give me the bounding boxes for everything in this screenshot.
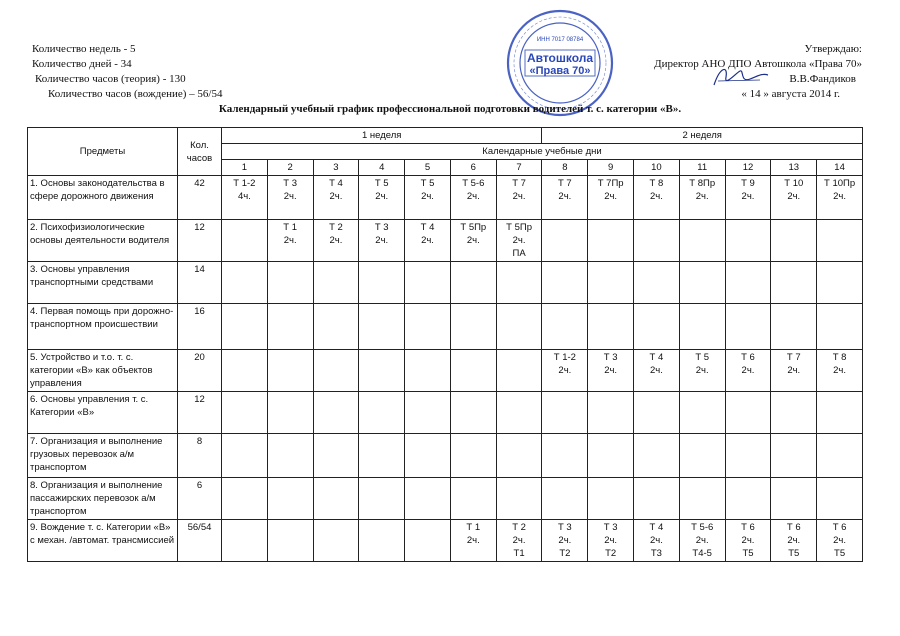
cell-line: Т 4 (420, 222, 435, 233)
schedule-cell (588, 176, 634, 220)
cell-line: 2ч. (741, 191, 755, 202)
director-name: В.В.Фандиков (789, 73, 856, 85)
schedule-cell (359, 478, 405, 520)
hours-cell: 20 (178, 350, 222, 392)
cell-line: Т5 (834, 548, 846, 559)
schedule-cell (222, 220, 268, 262)
schedule-cell (267, 392, 313, 434)
schedule-cell (405, 304, 451, 350)
cell-line: Т 1 (466, 522, 481, 533)
cell-line: Т 2 (512, 522, 526, 533)
cell-line: Т 1 (283, 222, 298, 233)
schedule-cell (267, 262, 313, 304)
schedule-cell (542, 520, 588, 562)
days-header: Календарные учебные дни (222, 144, 863, 160)
table-row (28, 176, 863, 220)
schedule-cell (222, 176, 268, 220)
cell-line: Т1 (513, 548, 525, 559)
cell-line: Т 9 (741, 178, 755, 189)
cell-line: Т 1-2 (233, 178, 256, 189)
schedule-cell (542, 262, 588, 304)
cell-line: Т2 (559, 548, 571, 559)
schedule-cell (450, 220, 496, 262)
cell-line: 2ч. (649, 191, 663, 202)
schedule-cell (496, 262, 542, 304)
schedule-cell (222, 304, 268, 350)
schedule-cell (405, 392, 451, 434)
schedule-cell (725, 262, 771, 304)
cell-line: Т5 (788, 548, 800, 559)
cell-line: Т 5 (374, 178, 389, 189)
cell-line: Т 5 (420, 178, 435, 189)
svg-text:«Права 70»: «Права 70» (529, 65, 591, 77)
cell-line: Т 3 (603, 522, 618, 533)
schedule-cell (542, 304, 588, 350)
schedule-cell (725, 350, 771, 392)
schedule-cell (634, 434, 680, 478)
cell-line: 2ч. (787, 365, 801, 376)
approval-date: « 14 » августа 2014 г. (741, 88, 840, 100)
schedule-cell (634, 520, 680, 562)
cell-line: 2ч. (421, 191, 434, 202)
schedule-cell (222, 478, 268, 520)
subject-cell: 6. Основы управления т. с. Категории «В» (28, 392, 178, 434)
cell-line: Т 1-2 (553, 352, 576, 363)
cell-line: 2ч. (512, 535, 526, 546)
schedule-cell (817, 392, 863, 434)
cell-line: 2ч. (833, 365, 847, 376)
schedule-cell (542, 176, 588, 220)
cell-line: Т 5 (695, 352, 710, 363)
schedule-cell (542, 478, 588, 520)
svg-text:Автошкола: Автошкола (526, 51, 594, 65)
cell-line: Т 7Пр (597, 178, 624, 189)
schedule-cell (313, 304, 359, 350)
schedule-cell (496, 434, 542, 478)
hours-cell: 12 (178, 392, 222, 434)
schedule-cell (817, 304, 863, 350)
table-row (28, 392, 863, 434)
day-number: 9 (588, 160, 634, 176)
schedule-cell (542, 392, 588, 434)
cell-line: 2ч. (512, 235, 526, 246)
signature (710, 63, 770, 91)
schedule-cell (634, 392, 680, 434)
schedule-cell (771, 220, 817, 262)
hours-header: Кол. часов (178, 128, 222, 176)
driving-hours: Количество часов (вождение) – 56/54 (48, 88, 223, 100)
cell-line: Т 6 (786, 522, 801, 533)
schedule-cell (679, 304, 725, 350)
days-count: Количество дней - 34 (32, 58, 132, 70)
schedule-cell (222, 520, 268, 562)
day-number: 10 (634, 160, 680, 176)
schedule-cell (679, 176, 725, 220)
director-line: Директор АНО ДПО Автошкола «Права 70» (654, 58, 862, 70)
schedule-cell (634, 262, 680, 304)
schedule-cell (359, 350, 405, 392)
weeks-count: Количество недель - 5 (32, 43, 136, 55)
cell-line: Т 2 (329, 222, 343, 233)
schedule-cell (450, 176, 496, 220)
cell-line: 2ч. (466, 235, 480, 246)
schedule-cell (359, 392, 405, 434)
schedule-cell (679, 262, 725, 304)
hours-cell: 14 (178, 262, 222, 304)
table-row (28, 434, 863, 478)
schedule-cell (450, 520, 496, 562)
schedule-cell (313, 434, 359, 478)
cell-line: Т 6 (741, 522, 755, 533)
schedule-cell (588, 520, 634, 562)
table-row (28, 220, 863, 262)
schedule-cell (634, 350, 680, 392)
subject-cell: 8. Организация и выполнение пассажирских перевозок а/м транспортом (28, 478, 178, 520)
schedule-cell (679, 392, 725, 434)
schedule-cell (679, 350, 725, 392)
schedule-cell (313, 392, 359, 434)
schedule-cell (313, 262, 359, 304)
cell-line: 2ч. (466, 191, 480, 202)
subject-cell: 7. Организация и выполнение грузовых перевозок а/м транспортом (28, 434, 178, 478)
school-stamp (505, 8, 615, 118)
schedule-cell (405, 220, 451, 262)
schedule-cell (496, 520, 542, 562)
hours-cell: 8 (178, 434, 222, 478)
cell-line: Т 10Пр (824, 178, 856, 189)
cell-line: 2ч. (741, 365, 755, 376)
schedule-cell (771, 350, 817, 392)
cell-line: Т 8Пр (689, 178, 716, 189)
cell-line: 2ч. (329, 191, 343, 202)
schedule-cell (817, 176, 863, 220)
cell-line: 2ч. (604, 535, 618, 546)
cell-line: 2ч. (283, 191, 297, 202)
schedule-cell (359, 262, 405, 304)
schedule-cell (588, 350, 634, 392)
schedule-cell (267, 520, 313, 562)
cell-line: Т3 (650, 548, 662, 559)
schedule-cell (817, 350, 863, 392)
approve-label: Утверждаю: (804, 43, 862, 55)
cell-line: Т 5Пр (460, 222, 487, 233)
cell-line: Т4-5 (692, 548, 712, 559)
theory-hours: Количество часов (теория) - 130 (35, 73, 186, 85)
day-number: 4 (359, 160, 405, 176)
schedule-cell (450, 434, 496, 478)
cell-line: Т 7 (786, 352, 801, 363)
day-number: 14 (817, 160, 863, 176)
cell-line: 2ч. (695, 365, 709, 376)
schedule-cell (725, 520, 771, 562)
schedule-cell (725, 434, 771, 478)
schedule-cell (405, 176, 451, 220)
schedule-cell (267, 176, 313, 220)
cell-line: 2ч. (741, 535, 755, 546)
day-number: 5 (405, 160, 451, 176)
schedule-cell (313, 350, 359, 392)
table-row (28, 478, 863, 520)
cell-line: Т 8 (832, 352, 847, 363)
schedule-cell (222, 392, 268, 434)
schedule-cell (817, 220, 863, 262)
subject-cell: 4. Первая помощь при дорожно-транспортном происшествии (28, 304, 178, 350)
subject-cell: 9. Вождение т. с. Категории «В» с механ. /автомат. трансмиссией (28, 520, 178, 562)
cell-line: 2ч. (283, 235, 297, 246)
cell-line: Т5 (742, 548, 754, 559)
cell-line: 4ч. (237, 191, 251, 202)
schedule-cell (313, 478, 359, 520)
cell-line: Т2 (605, 548, 617, 559)
cell-line: 2ч. (649, 365, 663, 376)
schedule-table (27, 127, 863, 562)
table-row (28, 262, 863, 304)
table-row (28, 350, 863, 392)
schedule-cell (588, 304, 634, 350)
schedule-cell (542, 220, 588, 262)
subject-cell: 1. Основы законодательства в сфере дорожного движения (28, 176, 178, 220)
schedule-cell (542, 434, 588, 478)
schedule-cell (771, 262, 817, 304)
hours-cell: 6 (178, 478, 222, 520)
week-1-header: 1 неделя (222, 128, 542, 144)
hours-cell: 42 (178, 176, 222, 220)
schedule-cell (588, 262, 634, 304)
schedule-cell (267, 350, 313, 392)
schedule-cell (588, 478, 634, 520)
cell-line: 2ч. (787, 191, 801, 202)
cell-line: Т 5-6 (691, 522, 714, 533)
schedule-cell (679, 478, 725, 520)
schedule-cell (267, 304, 313, 350)
schedule-cell (450, 304, 496, 350)
schedule-cell (496, 478, 542, 520)
schedule-cell (405, 520, 451, 562)
schedule-cell (450, 262, 496, 304)
cell-line: 2ч. (604, 365, 618, 376)
schedule-cell (450, 350, 496, 392)
cell-line: Т 5-6 (462, 178, 485, 189)
cell-line: Т 4 (649, 522, 664, 533)
schedule-cell (542, 350, 588, 392)
page-title: Календарный учебный график профессиональной подготовки водителей т. с. категории «В». (218, 103, 682, 115)
schedule-cell (817, 478, 863, 520)
table-row (28, 304, 863, 350)
schedule-cell (588, 392, 634, 434)
subjects-header: Предметы (28, 128, 178, 176)
schedule-cell (359, 520, 405, 562)
cell-line: 2ч. (695, 535, 709, 546)
hours-cell: 16 (178, 304, 222, 350)
schedule-cell (222, 350, 268, 392)
schedule-cell (222, 262, 268, 304)
schedule-cell (405, 478, 451, 520)
cell-line: Т 10 (784, 178, 804, 189)
cell-line: 2ч. (329, 235, 343, 246)
schedule-cell (725, 392, 771, 434)
table-row (28, 520, 863, 562)
schedule-cell (222, 434, 268, 478)
hours-cell: 56/54 (178, 520, 222, 562)
schedule-cell (267, 434, 313, 478)
day-number: 1 (222, 160, 268, 176)
cell-line: Т 4 (329, 178, 343, 189)
schedule-cell (313, 176, 359, 220)
cell-line: 2ч. (833, 191, 847, 202)
day-number: 13 (771, 160, 817, 176)
schedule-cell (771, 304, 817, 350)
cell-line: 2ч. (558, 535, 572, 546)
cell-line: 2ч. (466, 535, 480, 546)
cell-line: 2ч. (833, 535, 847, 546)
schedule-cell (588, 434, 634, 478)
day-number: 7 (496, 160, 542, 176)
schedule-cell (771, 176, 817, 220)
day-number: 8 (542, 160, 588, 176)
schedule-cell (679, 520, 725, 562)
cell-line: 2ч. (421, 235, 434, 246)
day-number: 12 (725, 160, 771, 176)
schedule-cell (496, 220, 542, 262)
cell-line: 2ч. (375, 235, 389, 246)
schedule-cell (725, 304, 771, 350)
schedule-cell (634, 176, 680, 220)
schedule-cell (313, 220, 359, 262)
schedule-cell (817, 262, 863, 304)
cell-line: Т 3 (603, 352, 618, 363)
schedule-cell (405, 350, 451, 392)
schedule-cell (817, 520, 863, 562)
subject-cell: 2. Психофизиологические основы деятельности водителя (28, 220, 178, 262)
day-number: 3 (313, 160, 359, 176)
schedule-cell (679, 434, 725, 478)
schedule-cell (634, 220, 680, 262)
cell-line: 2ч. (558, 365, 572, 376)
cell-line: Т 6 (832, 522, 847, 533)
subject-cell: 3. Основы управления транспортными средствами (28, 262, 178, 304)
schedule-cell (267, 478, 313, 520)
cell-line: Т 4 (649, 352, 664, 363)
schedule-cell (817, 434, 863, 478)
schedule-cell (405, 262, 451, 304)
cell-line: 2ч. (375, 191, 389, 202)
schedule-cell (771, 478, 817, 520)
schedule-cell (725, 220, 771, 262)
cell-line: 2ч. (695, 191, 709, 202)
schedule-cell (496, 392, 542, 434)
schedule-cell (359, 220, 405, 262)
cell-line: Т 8 (649, 178, 664, 189)
schedule-cell (634, 304, 680, 350)
cell-line: Т 3 (283, 178, 298, 189)
svg-text:ИНН 7017 08784: ИНН 7017 08784 (536, 37, 584, 43)
cell-line: Т 7 (557, 178, 572, 189)
cell-line: 2ч. (604, 191, 618, 202)
cell-line: 2ч. (649, 535, 663, 546)
cell-line: Т 5Пр (506, 222, 532, 233)
subject-cell: 5. Устройство и т.о. т. с. категории «В» как объектов управления (28, 350, 178, 392)
cell-line: Т 6 (741, 352, 755, 363)
schedule-cell (725, 176, 771, 220)
schedule-cell (450, 392, 496, 434)
schedule-cell (496, 176, 542, 220)
schedule-cell (588, 220, 634, 262)
schedule-cell (359, 434, 405, 478)
schedule-cell (725, 478, 771, 520)
schedule-cell (313, 520, 359, 562)
cell-line: Т 7 (512, 178, 526, 189)
schedule-cell (771, 392, 817, 434)
schedule-cell (267, 220, 313, 262)
schedule-cell (634, 478, 680, 520)
schedule-cell (771, 520, 817, 562)
cell-line: Т 3 (374, 222, 389, 233)
schedule-cell (496, 350, 542, 392)
cell-line: 2ч. (512, 191, 526, 202)
cell-line: Т 3 (557, 522, 572, 533)
schedule-body (28, 176, 863, 562)
day-number: 6 (450, 160, 496, 176)
schedule-cell (450, 478, 496, 520)
cell-line: 2ч. (787, 535, 801, 546)
week-2-header: 2 неделя (542, 128, 863, 144)
day-number: 11 (679, 160, 725, 176)
schedule-cell (359, 176, 405, 220)
schedule-cell (405, 434, 451, 478)
schedule-cell (496, 304, 542, 350)
day-number: 2 (267, 160, 313, 176)
hours-cell: 12 (178, 220, 222, 262)
schedule-cell (679, 220, 725, 262)
schedule-cell (359, 304, 405, 350)
cell-line: 2ч. (558, 191, 572, 202)
schedule-cell (771, 434, 817, 478)
cell-line: ПА (512, 248, 526, 259)
